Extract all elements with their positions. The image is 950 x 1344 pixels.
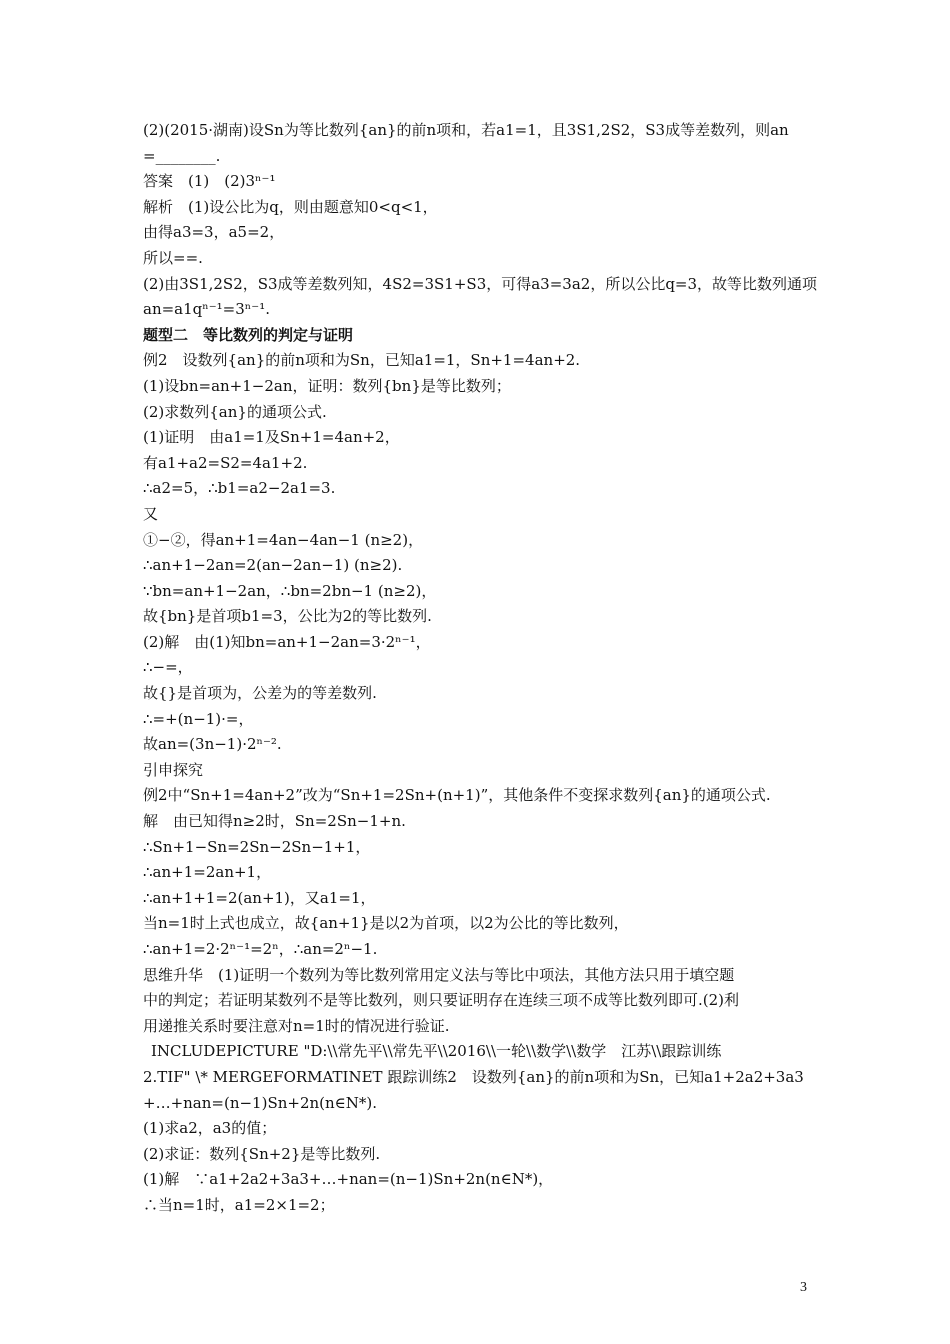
text-line: ∴−=， (143, 658, 193, 677)
text-line: 引申探究 (143, 760, 204, 779)
text-line: INCLUDEPICTURE "D:\\常先平\\常先平\\2016\\一轮\\数学\\数学 江苏\\跟踪训练 (151, 1042, 722, 1061)
text-line: 所以==. (143, 248, 203, 267)
text-line: ∴an+1+1=2(an+1)，又a1=1， (143, 888, 376, 907)
text-line: ∴Sn+1−Sn=2Sn−2Sn−1+1， (143, 837, 371, 856)
text-line: 例2 设数列{an}的前n项和为Sn，已知a1=1，Sn+1=4an+2. (143, 351, 581, 370)
text-line: (1)求a2，a3的值； (143, 1119, 277, 1138)
page-content (143, 118, 823, 1219)
text-line: ①−②，得an+1=4an−4an−1 (n≥2)， (143, 530, 424, 549)
text-line: 解析 (1)设公比为q，则由题意知0<q<1， (143, 197, 438, 216)
text-line: 又 (143, 504, 159, 523)
text-line: 中的判定；若证明某数列不是等比数列，则只要证明存在连续三项不成等比数列即可.(2)利 (143, 991, 740, 1010)
text-line: ∴an+1=2an+1， (143, 863, 272, 882)
text-line: (1)解 ∵a1+2a2+3a3+…+nan=(n−1)Sn+2n(n∈N*)， (143, 1170, 554, 1189)
text-line: ∵bn=an+1−2an，∴bn=2bn−1 (n≥2)， (143, 581, 437, 600)
text-line: 2.TIF" \* MERGEFORMATINET 跟踪训练2 设数列{an}的前n项和为Sn，已知a1+2a2+3a3 (143, 1067, 804, 1086)
text-line: 答案 (1) (2)3ⁿ⁻¹ (143, 172, 276, 191)
text-line: +…+nan=(n−1)Sn+2n(n∈N*). (143, 1093, 378, 1112)
text-line: 故an=(3n−1)·2ⁿ⁻². (143, 735, 282, 754)
text-line: ∴an+1=2·2ⁿ⁻¹=2ⁿ，∴an=2ⁿ−1. (143, 940, 378, 958)
text-line: 题型二 等比数列的判定与证明 (143, 325, 354, 344)
text-line: 用递推关系时要注意对n=1时的情况进行验证. (143, 1016, 450, 1035)
text-line: (1)证明 由a1=1及Sn+1=4an+2， (143, 428, 400, 447)
text-line: 思维升华 (1)证明一个数列为等比数列常用定义法与等比中项法，其他方法只用于填空题 (143, 965, 735, 984)
text-line: ∴an+1−2an=2(an−2an−1) (n≥2). (143, 556, 403, 575)
text-line: 由得a3=3，a5=2， (143, 223, 285, 242)
text-line: ∴a2=5，∴b1=a2−2a1=3. (143, 479, 336, 498)
text-line: 故{}是首项为，公差为的等差数列. (143, 684, 377, 703)
text-line: (1)设bn=an+1−2an，证明：数列{bn}是等比数列； (143, 376, 511, 395)
text-line: (2)解 由(1)知bn=an+1−2an=3·2ⁿ⁻¹， (143, 632, 431, 651)
text-line: (2)求证：数列{Sn+2}是等比数列. (143, 1144, 381, 1163)
text-line: 例2中“Sn+1=4an+2”改为“Sn+1=2Sn+(n+1)”，其他条件不变探求数列{an}的通项公式. (143, 786, 771, 805)
text-line: (2)由3S1,2S2，S3成等差数列知，4S2=3S1+S3，可得a3=3a2，所以公比q=3，故等比数列通项 (143, 274, 818, 293)
text-line: 当n=1时上式也成立，故{an+1}是以2为首项，以2为公比的等比数列， (143, 914, 629, 933)
text-line: (2)(2015·湖南)设Sn为等比数列{an}的前n项和，若a1=1，且3S1,2S2，S3成等差数列，则an (143, 121, 789, 139)
text-line: an=a1qⁿ⁻¹=3ⁿ⁻¹. (143, 300, 270, 319)
text-line: (2)求数列{an}的通项公式. (143, 402, 327, 421)
text-line: ∴=+(n−1)·=， (143, 709, 254, 728)
text-line: =________. (143, 146, 221, 165)
text-line: 有a1+a2=S2=4a1+2. (143, 453, 308, 472)
text-line: 解 由已知得n≥2时，Sn=2Sn−1+n. (143, 812, 406, 831)
text-line: ∴当n=1时，a1=2×1=2； (143, 1195, 335, 1214)
page-number: 3 (800, 1280, 807, 1295)
text-line: 故{bn}是首项b1=3，公比为2的等比数列. (143, 607, 432, 626)
